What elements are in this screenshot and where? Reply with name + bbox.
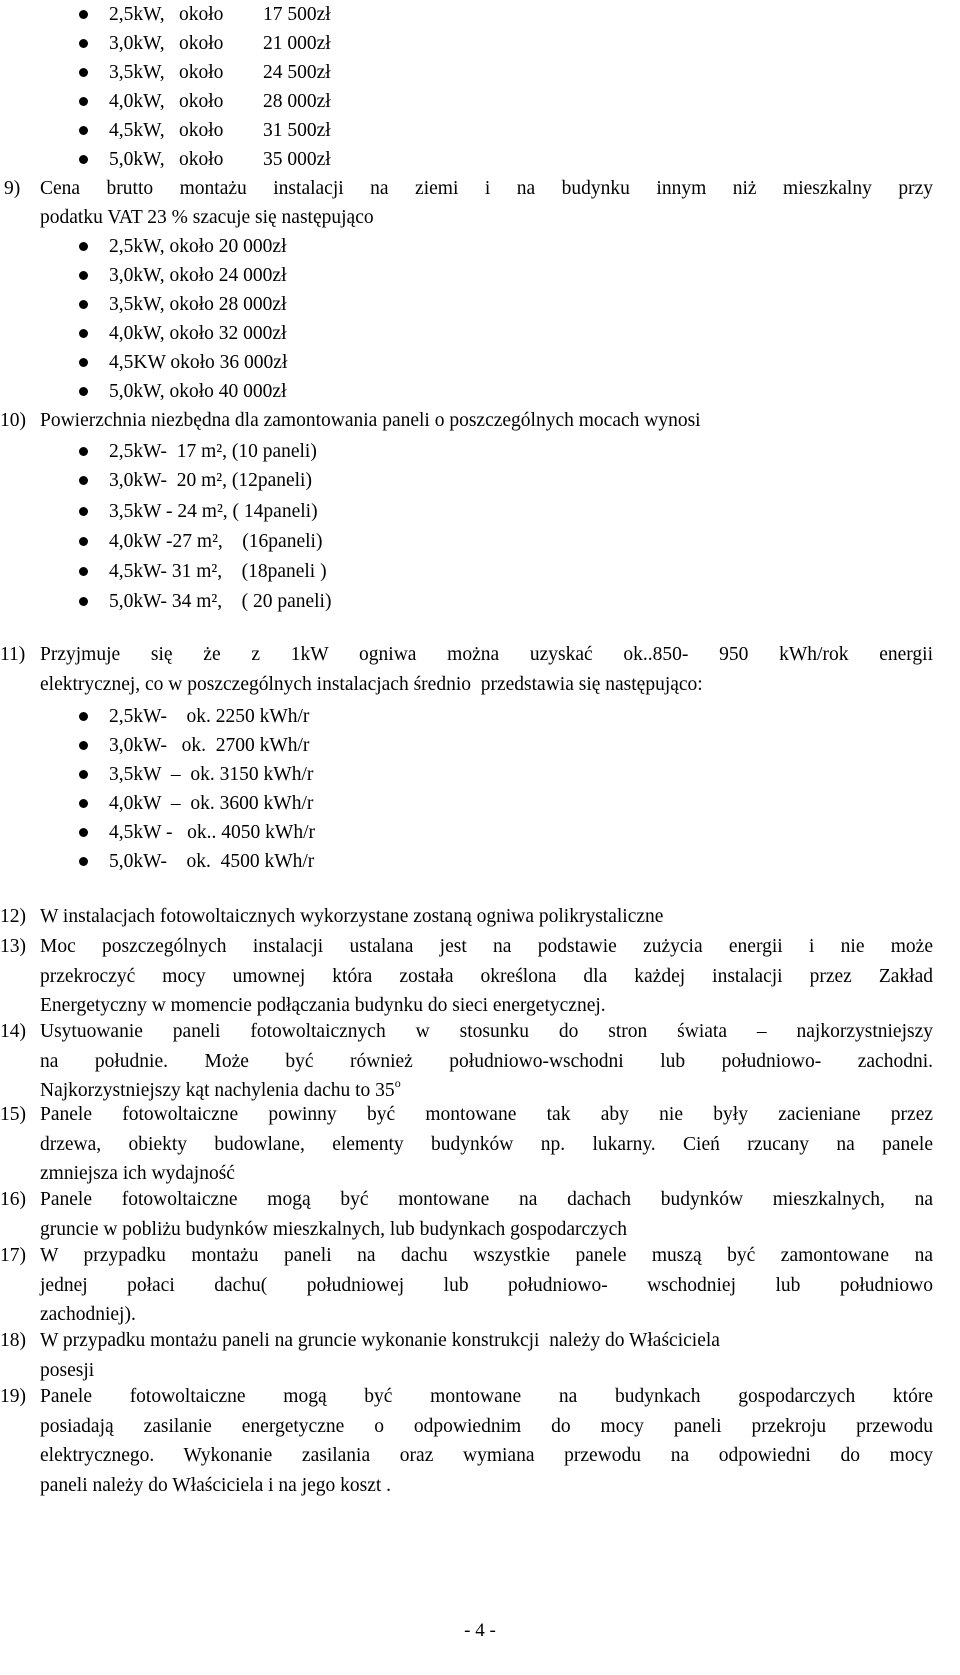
bullet-icon (79, 10, 88, 19)
bullet-icon (79, 358, 88, 367)
bullet-icon (79, 597, 88, 606)
bullet-icon (79, 799, 88, 808)
bullet-icon (79, 770, 88, 779)
item-text: Panele fotowoltaiczne powinny być montowane tak aby nie były zacieniane przez drzewa, obiekty budowlane, elementy budynków np. lukarny. Cień rzucany na panele zmniejsza ich wydajność (40, 1104, 933, 1185)
bullet-icon (79, 567, 88, 576)
item-number: 11) (0, 644, 26, 665)
bullet-icon (79, 857, 88, 866)
bullet-icon (79, 300, 88, 309)
bullet-icon (79, 537, 88, 546)
item-number: 18) (0, 1330, 26, 1351)
item-number: 12) (0, 906, 26, 927)
item-text: Panele fotowoltaiczne mogą być montowane na budynkach gospodarczych które posiadają zasilanie energetyczne o odpowiednim do mocy paneli przekroju przewodu elektrycznego. Wykonanie zasilania oraz wymiana przewodu na odpowiedni do mocy paneli należy do Właściciela i na jego koszt . (40, 1386, 933, 1497)
bullet-icon (79, 242, 88, 251)
item-number: 15) (0, 1104, 26, 1125)
item-text: Usytuowanie paneli fotowoltaicznych w stosunku do stron świata – najkorzystniejszy na południe. Może być również południowo-wschodni lub południowo- zachodni. Najkorzystniejszy kąt nachylenia dachu to 35$^o$ (40, 1021, 933, 1102)
bullet-icon (79, 68, 88, 77)
item-text: W przypadku montażu paneli na dachu wszystkie panele muszą być zamontowane na jednej połaci dachu( południowej lub południowo- wschodniej lub południowo zachodniej). (40, 1245, 933, 1326)
item-text: Panele fotowoltaiczne mogą być montowane na dachach budynków mieszkalnych, na gruncie w pobliżu budynków mieszkalnych, lub budynkach gospodarczych (40, 1189, 933, 1240)
item-text: W instalacjach fotowoltaicznych wykorzystane zostaną ogniwa polikrystaliczne (40, 906, 664, 927)
item-text: Moc poszczególnych instalacji ustalana jest na podstawie zużycia energii i nie może przekroczyć mocy umownej która została określona dla każdej instalacji przez Zakład Energetyczny w momencie podłączania budynku do sieci energetycznej. (40, 936, 933, 1017)
item-text: Powierzchnia niezbędna dla zamontowania paneli o poszczególnych mocach wynosi (40, 410, 701, 431)
bullet-icon (79, 97, 88, 106)
document-page: 2,5kW, około 17 500zł 3,0kW, około 21 000zł 3,5kW, około 24 500zł 4,0kW, około 28 000zł 4,5kW, około 31 500zł 5,0kW, około 35 000zł 9) Cena brutto montażu instalacji na ziemi i na budynku innym niż mieszkalny przy podatku VAT 23 % szacuje się następująco 2,5kW, około 20 000zł 3,0kW, około 24 000zł 3,5kW, około 28 000zł 4,0kW, około 32 000zł 4,5KW około 36 000zł 5,0kW, około 40 000zł 10) Powierzchnia niezbędna dla zamontowania paneli o poszczególnych mocach wynosi 2,5kW- 17 m², (10 paneli) 3,0kW- 20 m², (12paneli) 3,5kW - 24 m², ( 14paneli) 4,0kW -27 m², (16paneli) 4,5kW- 31 m², (18paneli ) 5,0kW- 34 m², ( 20 paneli) 11) Przyjmuje się że z 1kW ogniwa można uzyskać ok..850- 950 kWh/rok energii elektrycznej, co w poszczególnych instalacjach średnio przedstawia się następująco: 2,5kW- ok. 2250 kWh/r 3,0kW- ok. 2700 kWh/r 3,5kW – ok. 3150 kWh/r 4,0kW – ok. 3600 kWh/r 4,5kW - ok.. 4050 kWh/r 5,0kW- ok. 4500 kWh/r 12) W instalacjach fotowoltaicznych wykorzystane zostaną ogniwa polikrystaliczne 13) Moc poszczególnych instalacji ustalana jest na podstawie zużycia energii i nie może przekroczyć mocy umownej która została określona dla każdej instalacji przez Zakład Energetyczny w momencie podłączania budynku do sieci energetycznej. 14) Usytuowanie paneli fotowoltaicznych w stosunku do stron świata – najkorzystniejszy na południe. Może być również południowo-wschodni lub południowo- zachodni. Najkorzystniejszy kąt nachylenia dachu to 35$^o$ 15) Panele fotowoltaiczne powinny być montowane tak aby nie były zacieniane przez drzewa, obiekty budowlane, elementy budynków np. lukarny. Cień rzucany na panele zmniejsza ich wydajność 16) Panele fotowoltaiczne mogą być montowane na dachach budynków mieszkalnych, na gruncie w pobliżu budynków mieszkalnych, lub budynkach gospodarczych 17) W przypadku montażu paneli na dachu wszystkie panele muszą być zamontowane na jednej połaci dachu( południowej lub południowo- wschodniej lub południowo zachodniej). 18) W przypadku montażu paneli na gruncie wykonanie konstrukcji należy do Właściciela posesji 19) Panele fotowoltaiczne mogą być montowane na budynkach gospodarczych które posiadają zasilanie energetyczne o odpowiednim do mocy paneli przekroju przewodu elektrycznego. Wykonanie zasilania oraz wymiana przewodu na odpowiedni do mocy paneli należy do Właściciela i na jego koszt . - 4 - (0, 0, 960, 1675)
item-number: 16) (0, 1189, 26, 1210)
bullet-icon (79, 329, 88, 338)
degree-sign: o (394, 1076, 401, 1091)
bullet-icon (79, 271, 88, 280)
item-text: W przypadku montażu paneli na gruncie wykonanie konstrukcji należy do Właściciela posesji (40, 1330, 720, 1381)
bullet-icon (79, 155, 88, 164)
bullet-icon (79, 126, 88, 135)
item-number: 14) (0, 1021, 26, 1042)
bullet-icon (79, 828, 88, 837)
item-number: 19) (0, 1386, 26, 1407)
bullet-icon (79, 741, 88, 750)
item-text: Cena brutto montażu instalacji na ziemi i na budynku innym niż mieszkalny przy podatku VAT 23 % szacuje się następująco (40, 178, 933, 228)
bullet-icon (79, 712, 88, 721)
bullet-icon (79, 39, 88, 48)
page-number: - 4 - (464, 1620, 496, 1641)
item-number: 13) (0, 936, 26, 957)
item-text: Przyjmuje się że z 1kW ogniwa można uzyskać ok..850- 950 kWh/rok energii elektrycznej, co w poszczególnych instalacjach średnio przedstawia się następująco: (40, 644, 933, 695)
bullet-icon (79, 447, 88, 456)
bullet-icon (79, 507, 88, 516)
bullet-icon (79, 476, 88, 485)
bullet-icon (79, 387, 88, 396)
item-number: 10) (0, 410, 26, 431)
item-number: 9) (4, 178, 21, 199)
item-number: 17) (0, 1245, 26, 1266)
